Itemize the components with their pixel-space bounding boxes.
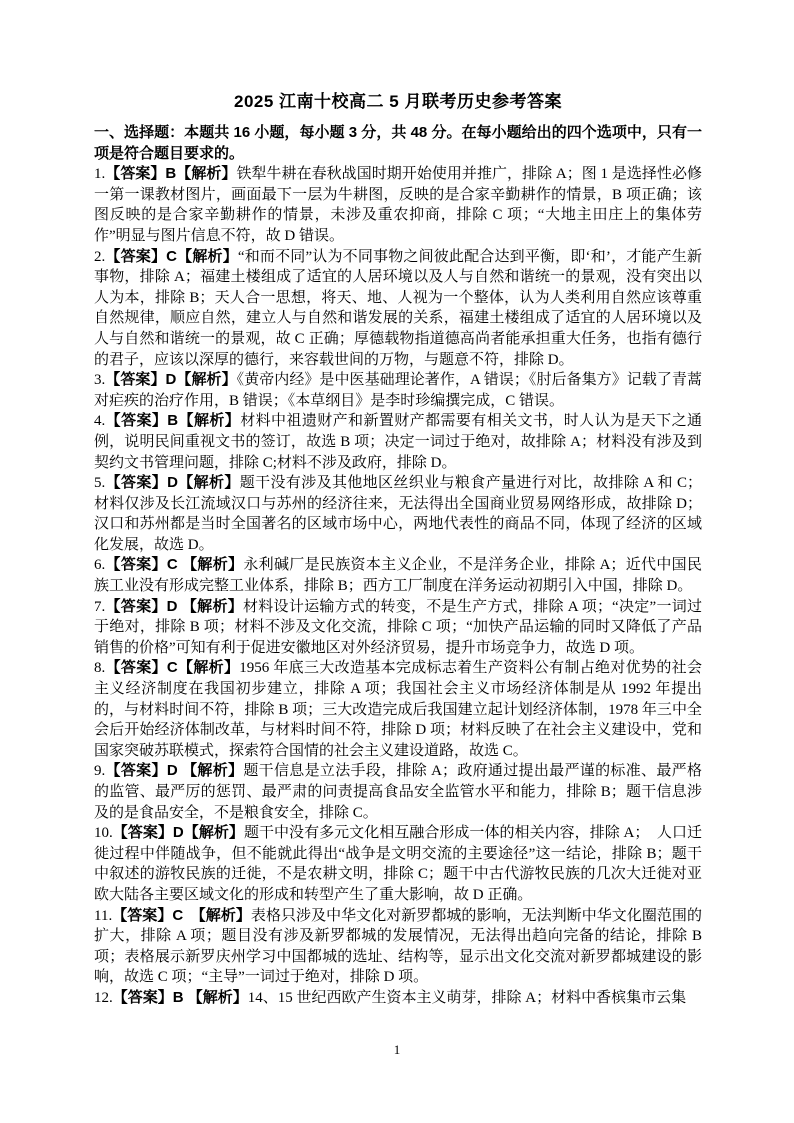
answer-label: 【答案】: [112, 824, 173, 842]
answer-value: D: [166, 597, 182, 615]
analysis-label: 【解析】: [176, 371, 237, 389]
item-number: 11.: [94, 907, 113, 924]
page-number: 1: [393, 1042, 401, 1057]
answer-item: [94, 597, 702, 659]
answer-label: 【答案】: [105, 762, 167, 780]
item-number: 4.: [94, 413, 106, 430]
answer-label: 【答案】: [105, 474, 168, 492]
document-title: 2025 江南十校高二 5 月联考历史参考答案: [234, 92, 562, 111]
analysis-label: 【解析】: [182, 762, 244, 780]
analysis-label: 【解析】: [178, 412, 241, 430]
analysis-text: 材料中祖遗财产和新置财产都需要有相关文书，时人认为是天下之通例，说明民间重视文书的签订，故选 B 项；决定一词过于绝对，故排除 A；材料没有涉及到契约文书管理问题，排除 C;材料不涉及政府，排除 D。: [94, 413, 702, 471]
answer-item: [94, 988, 702, 1009]
analysis-label: 【解析】: [182, 556, 244, 574]
answer-item: [94, 906, 702, 988]
item-number: 1.: [94, 166, 106, 183]
item-number: 7.: [94, 598, 106, 615]
answer-item: [94, 247, 702, 371]
answer-label: 【答案】: [105, 371, 166, 389]
answer-item: [94, 370, 702, 411]
analysis-text: 题干没有涉及其他地区丝织业与粮食产量进行对比，故排除 A 和 C；材料仅涉及长江流域汉口与苏州的经济往来，无法得出全国商业贸易网络形成，故排除 D；汉口和苏州都是当时全国著名的区域市场中心，两地代表性的商品不同，体现了经济的区域化发展，故选 D。: [94, 475, 702, 553]
answer-item: [94, 555, 702, 596]
item-number: 8.: [94, 660, 106, 677]
analysis-label: 【解析】: [177, 659, 240, 677]
analysis-label: 【解析】: [183, 824, 244, 842]
answer-label: 【答案】: [105, 659, 167, 677]
item-number: 12.: [94, 989, 113, 1006]
answer-value: C: [166, 556, 183, 574]
answer-value: C: [166, 659, 178, 677]
item-number: 5.: [94, 475, 106, 492]
document-content: [94, 90, 702, 1009]
analysis-label: 【解析】: [187, 988, 248, 1006]
answer-item: [94, 761, 702, 823]
answer-label: 【答案】: [105, 556, 167, 574]
analysis-label: 【解析】: [177, 247, 238, 265]
answer-label: 【答案】: [105, 165, 166, 183]
analysis-text: 题干中没有多元文化相互融合形成一体的相关内容，排除 A； 人口迁徙过程中伴随战争，但不能就此得出“战争是文明交流的主要途径”这一结论，排除 B；题干中叙述的游牧民族的迁徙，不是农耕文明，排除 C；题干中古代游牧民族的几次大迁徙对亚欧大陆各主要区域文化的形成和转型产生了重大影响，故 D 正确。: [94, 825, 702, 903]
answer-value: D: [167, 474, 178, 492]
analysis-text: “和而不同”认为不同事物之间彼此配合达到平衡，即‘和’，才能产生新事物，排除 A；福建土楼组成了适宜的人居环境以及人与自然和谐统一的景观，没有突出以人为本，排除 B；天人合一思想，将天、地、人视为一个整体，认为人类利用自然应该尊重自然规律，顺应自然，建立人与自然和谐发展的关系，福建土楼组成了适宜的人居环境以及人与自然和谐统一的景观，故 C 正确；厚德载物指道德高尚者能承担重大任务，也指有德行的君子，应该以深厚的德行，来容载世间的万物，与题意不符，排除 D。: [94, 248, 702, 368]
answer-value: D: [172, 824, 184, 842]
answer-value: B: [172, 988, 188, 1006]
item-number: 9.: [94, 763, 106, 780]
analysis-text: 《黄帝内经》是中医基础理论著作，A 错误；《肘后备集方》记载了青蒿对疟疾的治疗作用，B 错误；《本草纲目》是李时珍编撰完成，C 错误。: [94, 372, 702, 409]
analysis-text: 铁犁牛耕在春秋战国时期开始使用并推广，排除 A；图 1 是选择性必修一第一课教材图片，画面最下一层为牛耕图，反映的是合家辛勤耕作的情景，B 项正确；该图反映的是合家辛勤耕作的情景，未涉及重农抑商，排除 C 项；“大地主田庄上的集体劳作”明显与图片信息不符，故 D 错误。: [94, 166, 702, 244]
item-number: 2.: [94, 248, 106, 265]
answer-label: 【答案】: [105, 597, 167, 615]
answer-item: [94, 823, 702, 905]
item-number: 10.: [94, 825, 113, 842]
analysis-text: 表格只涉及中华文化对新罗都城的影响，无法判断中华文化圈范围的扩大，排除 A 项；题目没有涉及新罗都城的发展情况，无法得出趋向完备的结论，排除 B 项；表格展示新罗庆州学习中国都城的选址、结构等，显示出文化交流对新罗都城建设的影响，故选 C 项；“主导”一词过于绝对，排除 D 项。: [94, 907, 702, 986]
answer-value: D: [165, 371, 177, 389]
item-number: 6.: [94, 557, 106, 574]
answer-value: B: [167, 412, 179, 430]
answer-label: 【答案】: [112, 988, 173, 1006]
analysis-text: 14、15 世纪西欧产生资本主义萌芽，排除 A；材料中香槟集市云集: [247, 989, 687, 1006]
section-intro: 一、选择题：本题共 16 小题，每小题 3 分，共 48 分。在每小题给出的四个选项中，只有一项是符合题目要求的。: [94, 124, 702, 162]
item-number: 3.: [94, 372, 106, 389]
answer-label: 【答案】: [105, 247, 167, 265]
analysis-label: 【解析】: [177, 474, 240, 492]
analysis-text: 题干信息是立法手段，排除 A；政府通过提出最严谨的标准、最严格的监管、最严厉的惩罚、最严肃的问责提高食品安全监管水平和能力，排除 B；题干信息涉及的是食品安全，不是粮食安全，排除 C。: [94, 763, 702, 821]
answer-item: [94, 473, 702, 555]
analysis-text: 永利碱厂是民族资本主义企业，不是洋务企业，排除 A；近代中国民族工业没有形成完整工业体系，排除 B；西方工厂制度在洋务运动初期引入中国，排除 D。: [94, 557, 702, 595]
answer-list: [94, 164, 702, 1008]
answer-item: [94, 164, 702, 246]
analysis-text: 材料设计运输方式的转变，不是生产方式，排除 A 项；“决定”一词过于绝对，排除 B 项；材料不涉及文化交流，排除 C 项；“加快产品运输的同时又降低了产品销售的价格”可知有利于促进安徽地区对外经济贸易，提升市场竞争力，故选 D 项。: [94, 598, 702, 656]
answer-label: 【答案】: [105, 412, 168, 430]
answer-item: [94, 411, 702, 473]
analysis-label: 【解析】: [176, 165, 237, 183]
analysis-text: 1956 年底三大改造基本完成标志着生产资料公有制占绝对优势的社会主义经济制度在我国初步建立，排除 A 项；我国社会主义市场经济体制是从 1992 年提出的，与材料时间不符，排除 B 项；三大改造完成后我国建立起计划经济体制，1978 年三中全会后开始经济体制改革，与材料时间不符，排除 D 项；材料反映了在社会主义建设中，党和国家突破苏联模式，探索符合国情的社会主义建设道路，故选 C。: [94, 660, 702, 759]
answer-value: D: [166, 762, 183, 780]
answer-value: B: [165, 165, 177, 183]
answer-value: C: [172, 906, 191, 924]
analysis-label: 【解析】: [190, 906, 251, 924]
answer-item: [94, 658, 702, 761]
answer-label: 【答案】: [112, 906, 173, 924]
answer-value: C: [166, 247, 177, 265]
analysis-label: 【解析】: [181, 597, 243, 615]
